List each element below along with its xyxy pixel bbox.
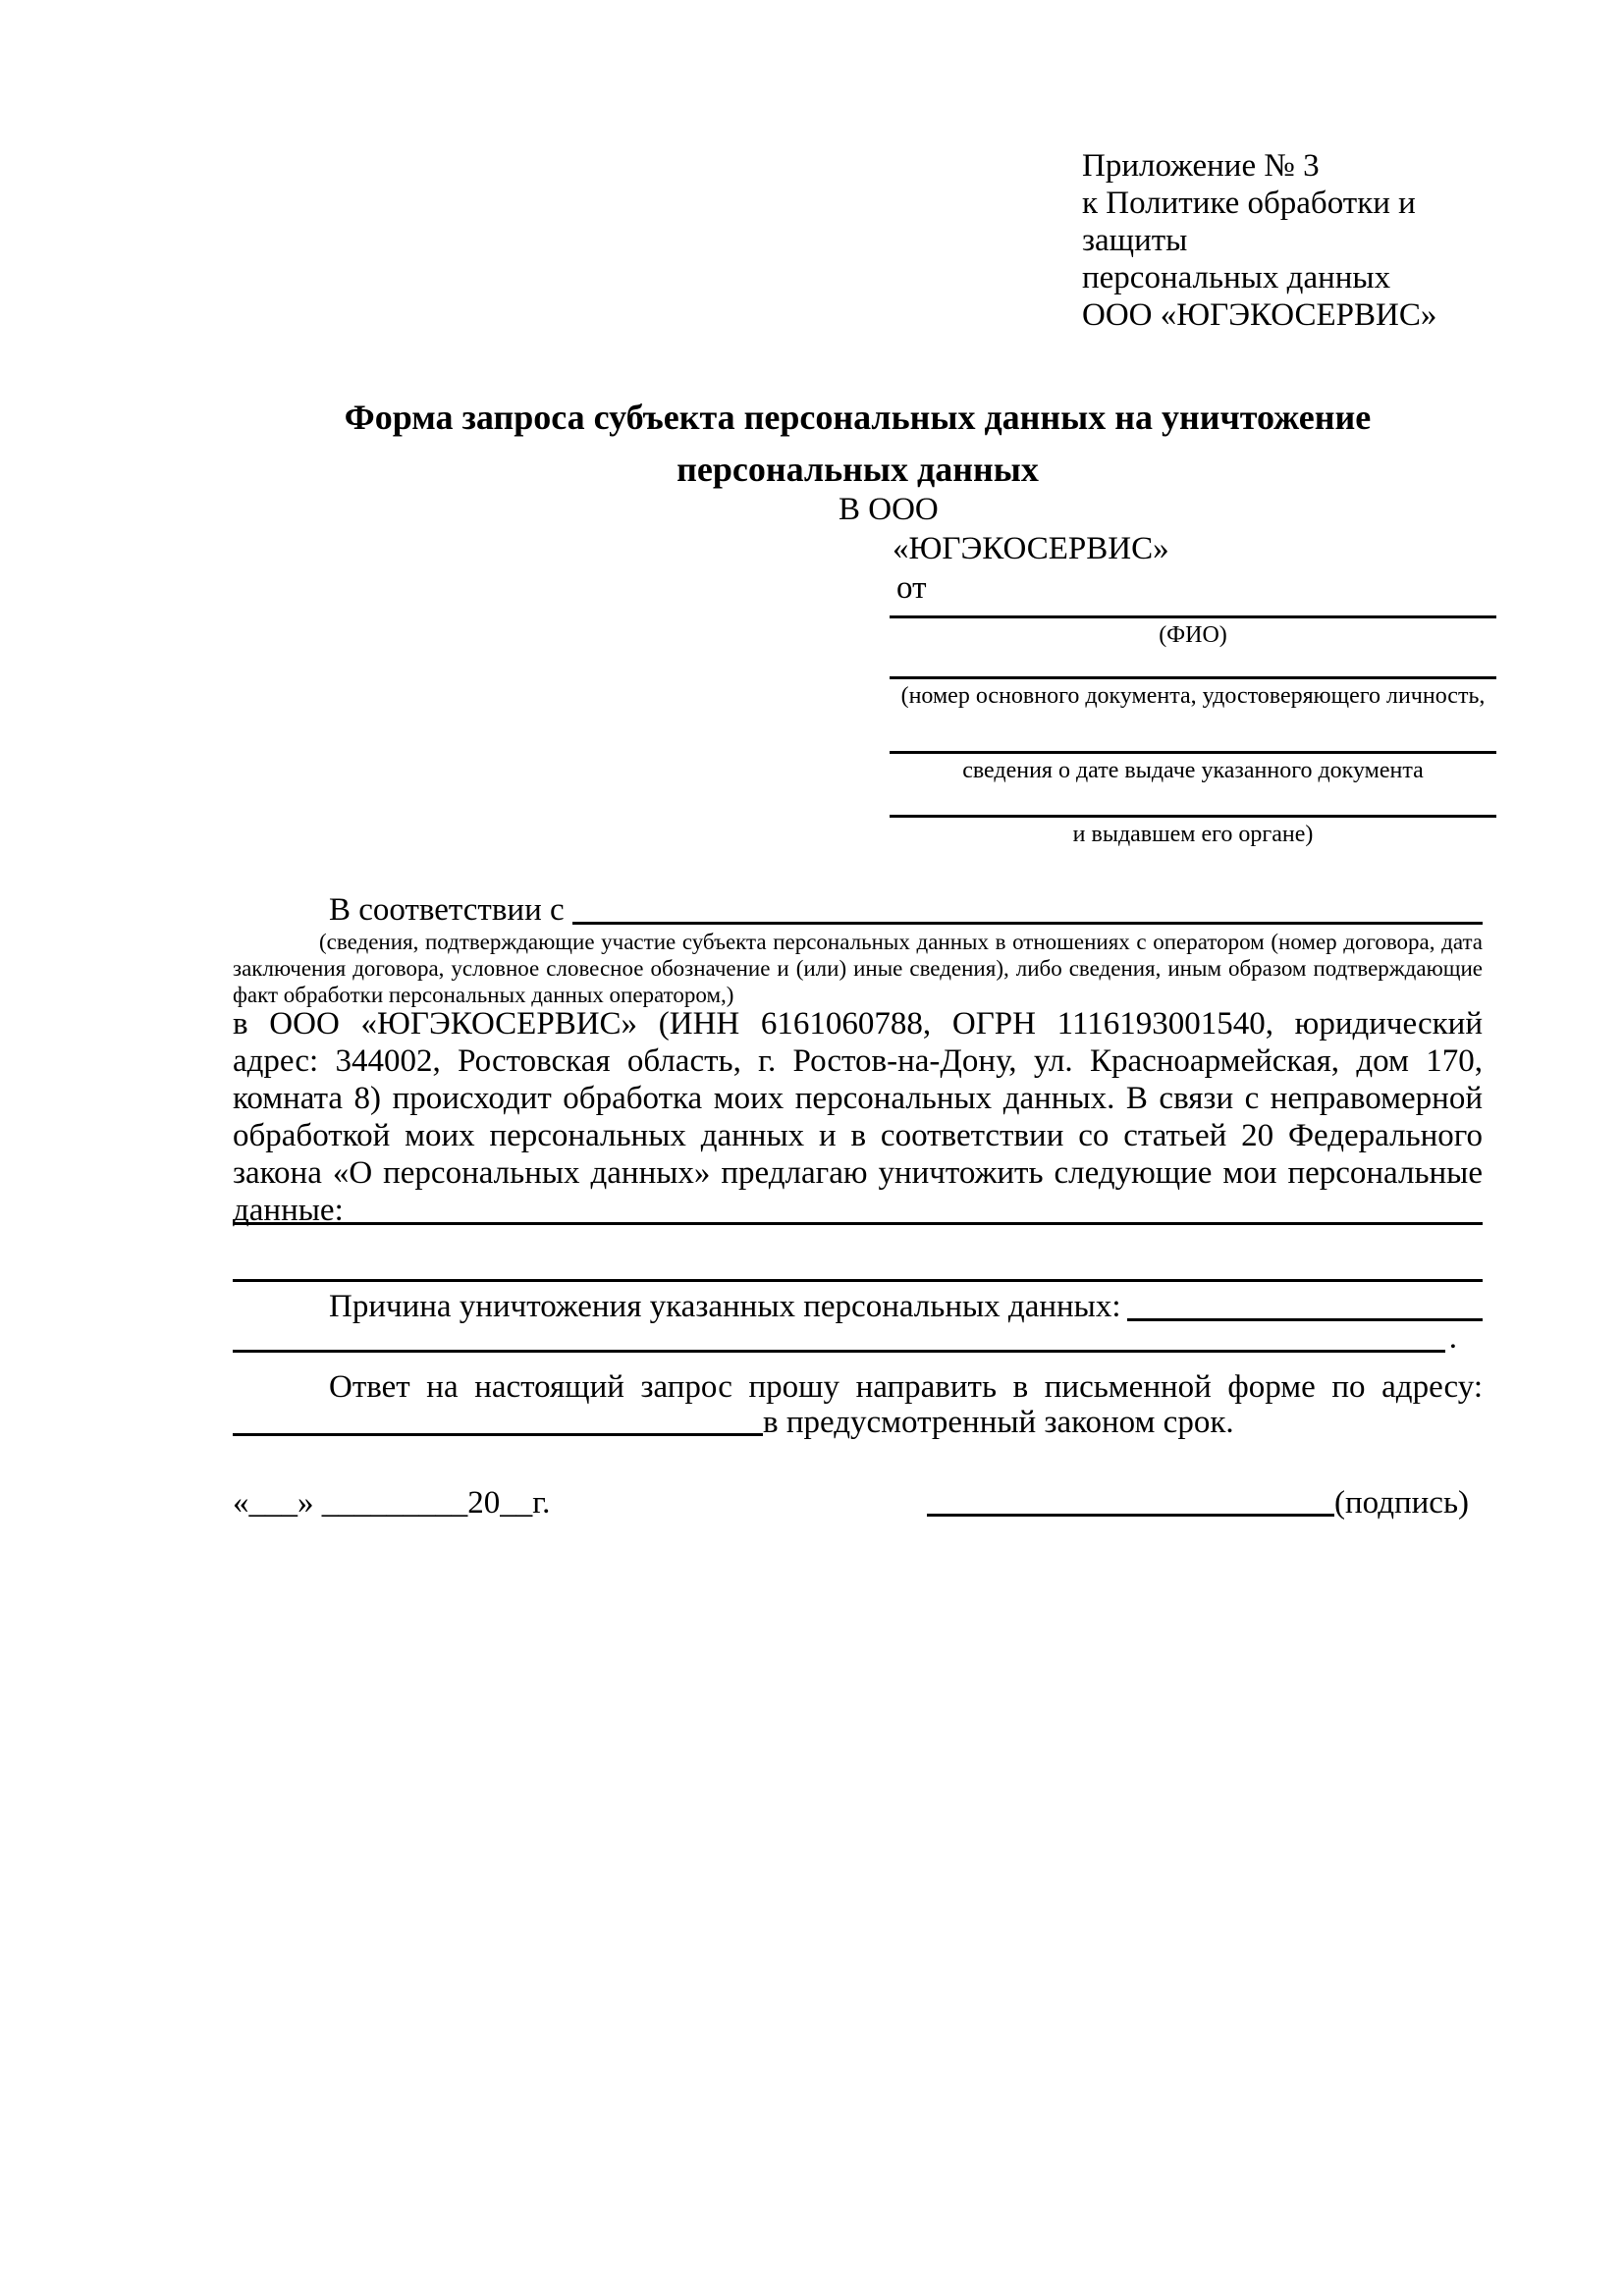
- issue-date-fill-line: [890, 751, 1496, 754]
- appendix-line-2: к Политике обработки и защиты: [1082, 186, 1416, 258]
- title-line-1: Форма запроса субъекта персональных данных на уничтожение: [344, 398, 1372, 437]
- reason-label: Причина уничтожения указанных персональных данных:: [329, 1289, 1121, 1324]
- body-paragraph: в ООО «ЮГЭКОСЕРВИС» (ИНН 6161060788, ОГРН 1116193001540, юридический адрес: 344002, Ростовская область, г. Ростов-на-Дону, ул. Красноармейская, дом 170, комната 8) происходит обработка моих персональных данных. В связи с неправомерной обработкой моих персональных данных и в соответствии со статьей 20 Федерального закона «О персональных данных» предлагаю уничтожить следующие мои персональные данные:: [233, 1006, 1483, 1228]
- response-address-row: [233, 1404, 1483, 1441]
- appendix-line-4: ООО «ЮГЭКОСЕРВИС»: [1082, 297, 1437, 333]
- document-content: [233, 0, 1486, 2296]
- recipient-company: «ЮГЭКОСЕРВИС»: [893, 531, 1169, 566]
- issuing-authority-caption: и выдавшем его органе): [1072, 822, 1314, 847]
- accordance-footnote: (сведения, подтверждающие участие субъекта персональных данных в отношениях с оператором (номер договора, дата заключения договора, условное словесное обозначение и (или) иные сведения), либо сведения, иным образом подтверждающие факт обработки персональных данных оператором,): [233, 930, 1483, 1007]
- title-line-2: персональных данных: [677, 450, 1039, 489]
- accordance-row: [233, 891, 1483, 929]
- appendix-line-3: персональных данных: [1082, 260, 1391, 295]
- response-term-text: в предусмотренный законом срок.: [763, 1405, 1234, 1440]
- recipient-to-prefix: В ООО: [839, 492, 939, 527]
- applicant-fields-block: [890, 0, 1496, 883]
- reason-end-period: .: [1448, 1320, 1457, 1356]
- fio-fill-line: [890, 615, 1496, 618]
- reason-fill-line: [1127, 1288, 1483, 1321]
- appendix-line-1: Приложение № 3: [1082, 148, 1320, 184]
- response-request-line: Ответ на настоящий запрос прошу направить в письменной форме по адресу:: [329, 1369, 1483, 1405]
- accordance-fill-line: [572, 891, 1483, 925]
- recipient-from-label: от: [896, 570, 927, 606]
- accordance-lead-text: В соответствии с: [329, 892, 565, 928]
- signature-fill-line: [927, 1484, 1334, 1517]
- signature-group: [927, 1484, 1469, 1522]
- signature-caption: (подпись): [1334, 1485, 1469, 1521]
- fio-caption: (ФИО): [1159, 622, 1227, 648]
- reason-continuation-row: [233, 1319, 1483, 1357]
- address-fill-line: [233, 1404, 763, 1436]
- issue-date-caption: сведения о дате выдаче указанного документа: [962, 758, 1424, 783]
- id-document-fill-line: [890, 676, 1496, 679]
- data-list-fill-line-2: [233, 1279, 1483, 1282]
- signature-footer-row: [233, 1484, 1483, 1522]
- data-list-fill-line-1: [233, 1222, 1483, 1225]
- id-document-caption: (номер основного документа, удостоверяющего личность,: [900, 683, 1486, 709]
- issuing-authority-fill-line: [890, 815, 1496, 818]
- reason-fill-line-2: [233, 1319, 1445, 1353]
- date-placeholder: «___» _________20__г.: [233, 1485, 551, 1521]
